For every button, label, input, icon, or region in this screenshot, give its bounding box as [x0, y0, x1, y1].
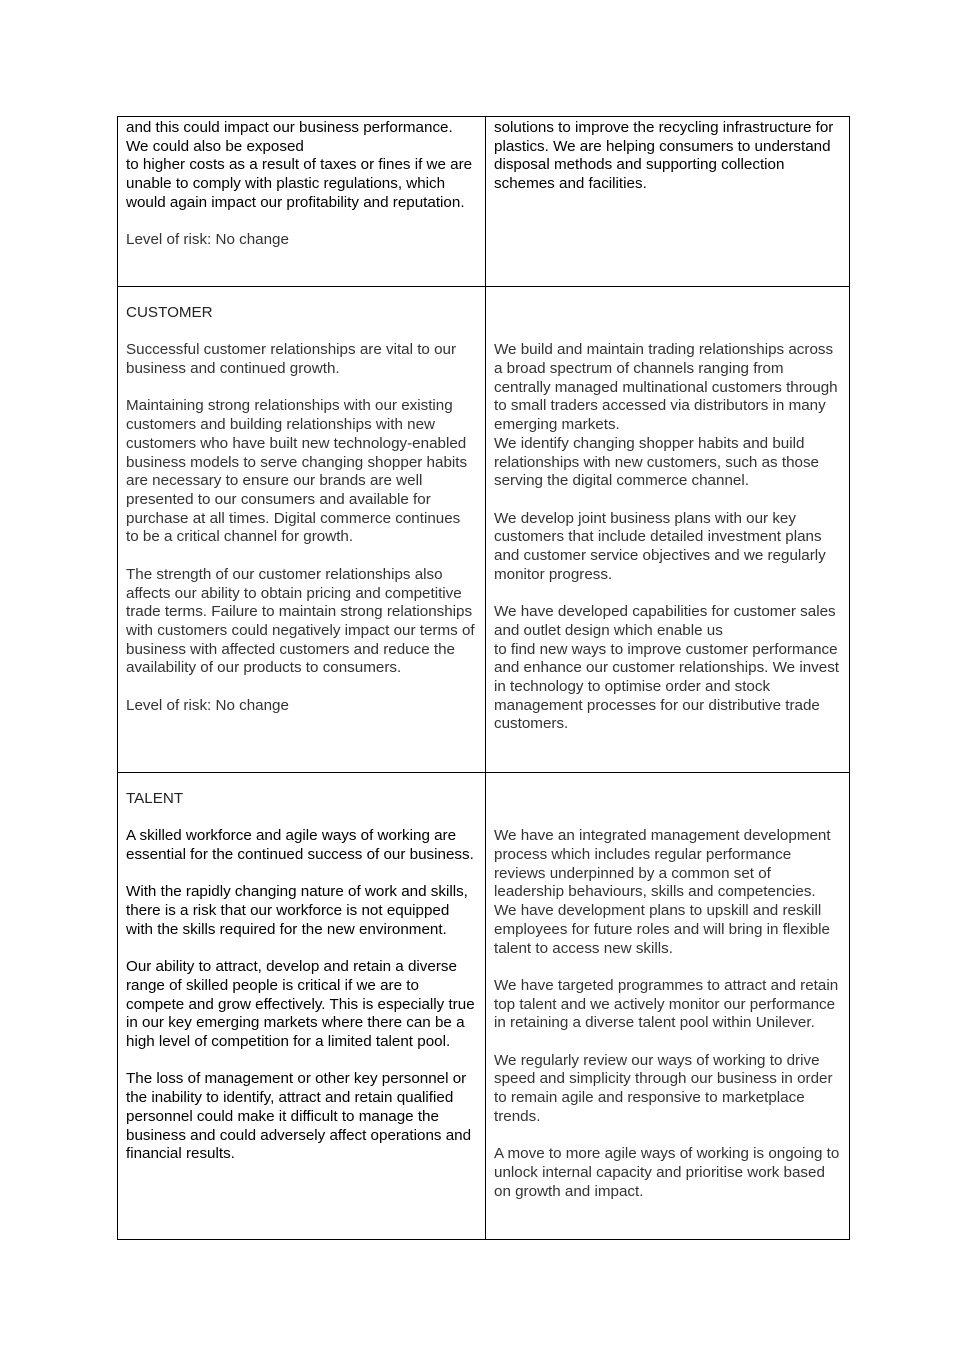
risk-paragraph: Our ability to attract, develop and retain a diverse range of skilled people is critical if we are to compete and grow effectively. This is especially true in our key emerging markets where there can be a high level of competition for a limited talent pool. [126, 958, 475, 1051]
risk-paragraph: With the rapidly changing nature of work and skills, there is a risk that our workforce is not equipped with the skills required for the new environment. [126, 883, 468, 938]
mitigation-cell [486, 117, 850, 287]
risk-paragraph: The loss of management or other key personnel or the inability to identify, attract and retain qualified personnel could make it difficult to manage the business and could adversely affect operations and financial results. [126, 1070, 472, 1163]
mitigation-paragraph: We regularly review our ways of working to drive speed and simplicity through our business in order to remain agile and responsive to marketplace trends. [494, 1051, 833, 1125]
risk-paragraph: The strength of our customer relationships also affects our ability to obtain pricing and competitive trade terms. Failure to maintain strong relationships with customers could negatively impact our terms of business with affected customers and reduce the availability of our products to consumers. [126, 565, 475, 677]
risk-paragraph: A skilled workforce and agile ways of working are essential for the continued success of our business. [126, 827, 474, 864]
risk-heading-talent: TALENT [126, 790, 184, 807]
risk-paragraph: and this could impact our business performance. We could also be exposed to higher costs as a result of taxes or fines if we are unable to comply with plastic regulations, which would again impact our profitability and reputation. [126, 119, 473, 211]
mitigation-paragraph: We have targeted programmes to attract and retain top talent and we actively monitor our performance in retaining a diverse talent pool within Unilever. [494, 976, 839, 1032]
table-row-customer [118, 287, 850, 773]
table-row-talent [118, 773, 850, 1240]
risk-description-cell [118, 773, 486, 1240]
heading-spacer [494, 790, 841, 809]
mitigation-cell [486, 773, 850, 1240]
mitigation-cell [486, 287, 850, 773]
mitigation-paragraph: We have an integrated management development process which includes regular performance reviews underpinned by a common set of leadership behaviours, skills and competencies. We have development plans to upskill and reskill employees for future roles and will bring in flexible talent to access new skills. [494, 827, 831, 957]
mitigation-paragraph: A move to more agile ways of working is ongoing to unlock internal capacity and prioritise work based on growth and impact. [494, 1145, 840, 1200]
risk-paragraph: Maintaining strong relationships with our existing customers and building relationships with new customers who have built new technology-enabled business models to serve changing shopper habits are necessary to ensure our brands are well presented to our consumers and available for purchase at all times. Digital commerce continues to be a critical channel for growth. [126, 397, 468, 546]
risk-description-cell [118, 287, 486, 773]
mitigation-paragraph: We have developed capabilities for customer sales and outlet design which enable us to find new ways to improve customer performance and enhance our customer relationships. We invest in technology to optimise order and stock management processes for our distributive trade customers. [494, 603, 840, 733]
mitigation-paragraph: We build and maintain trading relationships across a broad spectrum of channels ranging from centrally managed multinational customers through to small traders accessed via distributors in many emerging markets. We identify changing shopper habits and build relationships with new customers, such as those serving the digital commerce channel. [494, 341, 838, 490]
risk-level-label: Level of risk: No change [126, 231, 289, 249]
risk-paragraph: Successful customer relationships are vital to our business and continued growth. [126, 341, 457, 378]
risk-description-cell [118, 117, 486, 287]
risk-table [117, 116, 850, 1240]
risk-heading-customer: CUSTOMER [126, 304, 213, 321]
table-row-plastics-continued [118, 117, 850, 287]
mitigation-paragraph: solutions to improve the recycling infrastructure for plastics. We are helping consumers to understand disposal methods and supporting collection schemes and facilities. [494, 119, 834, 193]
risk-level-label: Level of risk: No change [126, 696, 289, 714]
mitigation-paragraph: We develop joint business plans with our key customers that include detailed investment plans and customer service objectives and we regularly monitor progress. [494, 509, 826, 583]
heading-spacer [494, 304, 841, 323]
